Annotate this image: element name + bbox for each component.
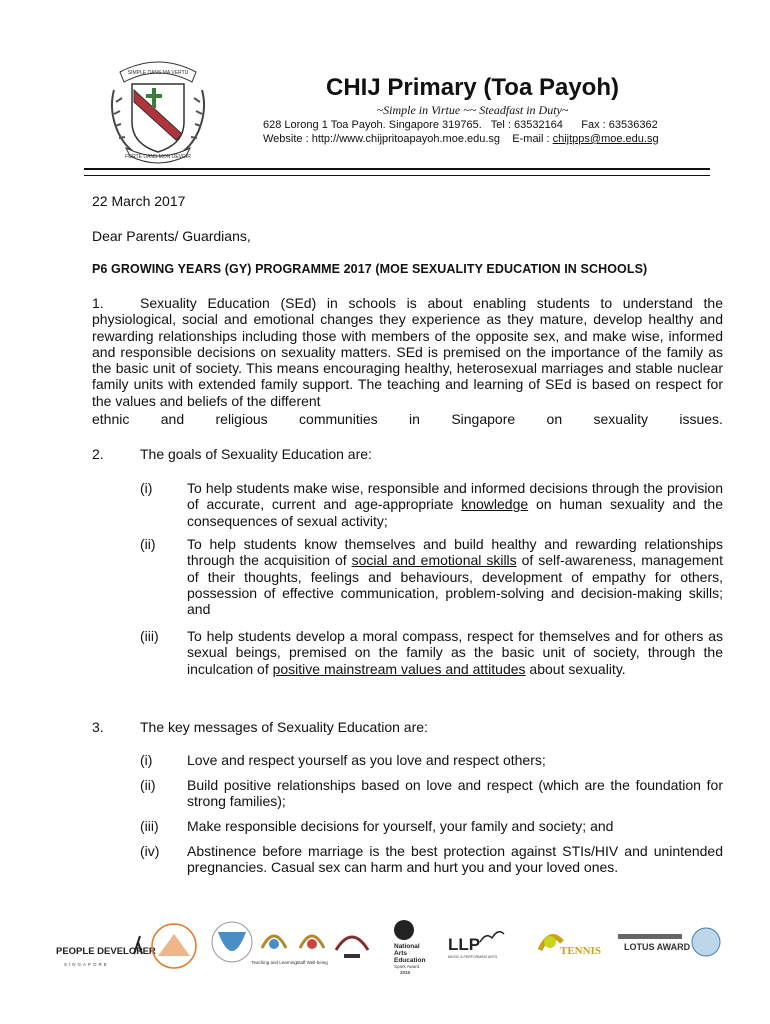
national-arts-education-award-logo bbox=[394, 920, 425, 975]
word: communities bbox=[299, 411, 378, 427]
item-text: To help students make wise, responsible and informed decisions through the provision of accurate, current and age-appropriate bbox=[187, 480, 723, 513]
goal-item bbox=[140, 480, 723, 529]
llp-music-performing-arts-logo bbox=[448, 932, 504, 959]
paragraph-number: 1. bbox=[92, 295, 104, 311]
item-text: Love and respect yourself as you love and respect others; bbox=[187, 752, 546, 768]
item-number: (iv) bbox=[140, 843, 160, 859]
letter-subject: P6 GROWING YEARS (GY) PROGRAMME 2017 (MOE SEXUALITY EDUCATION IN SCHOOLS) bbox=[92, 262, 648, 276]
letter-date: 22 March 2017 bbox=[92, 193, 186, 209]
paragraph-number: 3. bbox=[92, 719, 104, 735]
header-divider-thin bbox=[84, 175, 710, 176]
school-motto: ~Simple in Virtue ~~ Steadfast in Duty~ bbox=[376, 103, 569, 117]
email-link[interactable]: chijtpps@moe.edu.sg bbox=[552, 133, 659, 145]
svg-text:Teaching and Learning: Teaching and Learning bbox=[251, 960, 297, 965]
word: issues. bbox=[679, 411, 723, 427]
paragraph-1 bbox=[92, 295, 723, 409]
svg-text:Spark Award: Spark Award bbox=[394, 964, 420, 969]
svg-text:National: National bbox=[394, 943, 420, 950]
svg-text:2015: 2015 bbox=[400, 970, 411, 975]
best-practice-award-teaching-logo bbox=[251, 936, 297, 965]
item-text: about sexuality. bbox=[525, 660, 626, 677]
crest-banner-top-text: SIMPLE DANS MA VERTU bbox=[127, 70, 189, 76]
footer-award-logos bbox=[52, 920, 732, 1020]
message-item bbox=[140, 843, 723, 876]
website[interactable]: Website : http://www.chijpritoapayoh.moe.edu.sg bbox=[263, 133, 501, 145]
schools-achievement-award-logo bbox=[336, 937, 368, 958]
message-item bbox=[140, 777, 723, 810]
svg-text:Staff Well-being: Staff Well-being bbox=[296, 960, 328, 965]
people-developer-logo bbox=[56, 936, 156, 967]
message-item bbox=[140, 818, 723, 834]
word: ethnic bbox=[92, 411, 130, 427]
contact-line-web bbox=[263, 133, 659, 145]
item-text: on human sexuality and the consequences of sexual activity; bbox=[187, 496, 723, 529]
best-practice-award-staff-logo bbox=[296, 936, 328, 965]
item-emphasis: knowledge bbox=[461, 496, 529, 513]
address: 628 Lorong 1 Toa Payoh. Singapore 319765. bbox=[263, 119, 482, 131]
goals-lead-text: The goals of Sexuality Education are: bbox=[140, 446, 372, 462]
paragraph-1-last-line bbox=[92, 411, 723, 427]
item-number: (ii) bbox=[140, 777, 156, 793]
contact-line-address bbox=[263, 119, 658, 131]
crest-banner-bottom-text: FORTE DANS MON DEVOIR bbox=[125, 154, 191, 160]
telephone: Tel : 63532164 bbox=[490, 119, 563, 131]
item-emphasis: positive mainstream values and attitudes bbox=[272, 660, 526, 677]
lotus-award-logo bbox=[618, 928, 720, 956]
item-text: To help students develop a moral compass, respect for themselves and for others as sexual beings, premised on the family as the basic unit of society, through the inculcation of bbox=[187, 628, 723, 677]
svg-text:LLP: LLP bbox=[448, 935, 481, 954]
item-number: (iii) bbox=[140, 818, 159, 834]
item-text: Make responsible decisions for yourself, your family and society; and bbox=[187, 818, 614, 834]
word: Singapore bbox=[451, 411, 516, 427]
item-text: To help students know themselves and build healthy and rewarding relationships through the acquisition of bbox=[187, 536, 723, 569]
word: and bbox=[160, 411, 185, 427]
email-label: E-mail : bbox=[512, 133, 553, 145]
school-name: CHIJ Primary (Toa Payoh) bbox=[326, 74, 619, 101]
item-number: (i) bbox=[140, 752, 153, 768]
item-text: of self-awareness, management of their thoughts, feelings and behaviours, development of empathy for others, possession of effective communication, problem-solving and decision-making skills; and bbox=[187, 552, 723, 618]
svg-text:SINGAPORE: SINGAPORE bbox=[64, 962, 109, 967]
fax: Fax : 63536362 bbox=[581, 119, 658, 131]
tennis-llp-logo bbox=[540, 936, 601, 957]
word: in bbox=[409, 411, 420, 427]
item-number: (i) bbox=[140, 480, 153, 496]
word: on bbox=[546, 411, 563, 427]
learning-award-logo bbox=[152, 924, 196, 968]
goal-item bbox=[140, 628, 723, 677]
svg-text:LOTUS AWARD: LOTUS AWARD bbox=[624, 942, 691, 952]
salutation: Dear Parents/ Guardians, bbox=[92, 228, 251, 244]
paragraph-number: 2. bbox=[92, 446, 104, 462]
goal-item bbox=[140, 536, 723, 617]
item-text: Build positive relationships based on love and respect (which are the foundation for strong families); bbox=[187, 777, 723, 810]
svg-text:TENNIS: TENNIS bbox=[560, 945, 601, 957]
svg-text:PEOPLE DEVELOPER: PEOPLE DEVELOPER bbox=[56, 946, 156, 957]
school-crest-logo bbox=[106, 52, 210, 168]
svg-text:MUSIC & PERFORMING ARTS: MUSIC & PERFORMING ARTS bbox=[448, 955, 498, 959]
message-item bbox=[140, 752, 723, 768]
header-divider-thick bbox=[84, 168, 710, 170]
item-text: Abstinence before marriage is the best protection against STIs/HIV and unintended pregnancies. Casual sex can harm and hurt you and your loved ones. bbox=[187, 843, 723, 876]
svg-text:Education: Education bbox=[394, 957, 426, 964]
teaching-learning-award-logo bbox=[212, 922, 252, 962]
word: sexuality bbox=[593, 411, 648, 427]
svg-text:Arts: Arts bbox=[394, 950, 408, 957]
item-number: (ii) bbox=[140, 536, 156, 552]
item-number: (iii) bbox=[140, 628, 159, 644]
messages-lead-text: The key messages of Sexuality Education are: bbox=[140, 719, 428, 735]
word: religious bbox=[215, 411, 268, 427]
paragraph-text: Sexuality Education (SEd) in schools is about enabling students to understand the physiological, social and emotional changes they experience as they mature, develop healthy and rewarding relationships including those with members of the opposite sex, and make wise, informed and responsible decisions on sexuality matters. SEd is premised on the importance of the family as the basic unit of society. This means encouraging healthy, heterosexual marriages and stable nuclear family units with extended family support. The teaching and learning of SEd is based on respect for the values and beliefs of the different bbox=[92, 295, 723, 409]
item-emphasis: social and emotional skills bbox=[351, 552, 517, 569]
